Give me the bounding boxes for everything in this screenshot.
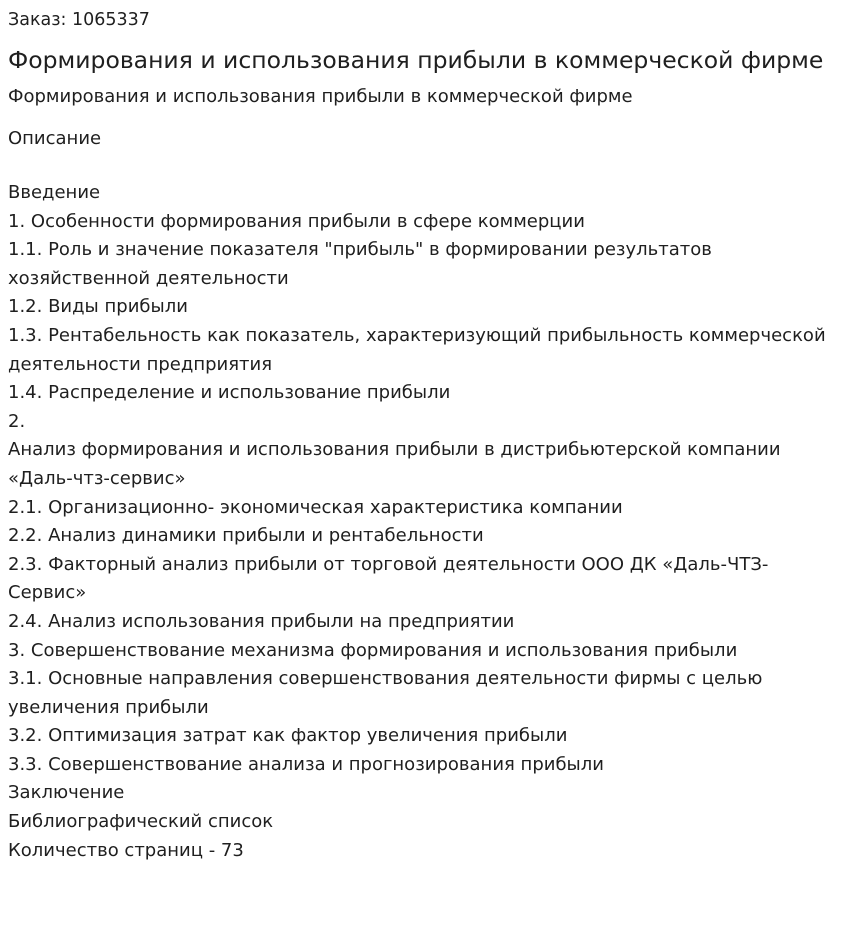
toc-line: 2.3. Факторный анализ прибыли от торговой деятельности ООО ДК «Даль-ЧТЗ-Сервис» — [8, 553, 769, 604]
toc-line: 2. — [8, 410, 26, 432]
toc-line: 1.3. Рентабельность как показатель, характеризующий прибыльность коммерческой деятельности предприятия — [8, 324, 826, 375]
toc-line: 3.3. Совершенствование анализа и прогнозирования прибыли — [8, 753, 604, 775]
toc-line: Введение — [8, 182, 101, 203]
toc-line: 3.2. Оптимизация затрат как фактор увеличения прибыли — [8, 725, 568, 747]
toc-line: 2.2. Анализ динамики прибыли и рентабельности — [8, 525, 484, 547]
toc-line: 1. Особенности формирования прибыли в сфере коммерции — [8, 210, 585, 232]
toc-line: Количество страниц - 73 — [8, 839, 244, 861]
toc-line: Анализ формирования и использования прибыли в дистрибьютерской компании «Даль-чтз-сервис» — [8, 439, 781, 489]
table-of-contents — [8, 179, 839, 865]
order-number: Заказ: 1065337 — [8, 10, 150, 30]
toc-line: 1.2. Виды прибыли — [8, 296, 188, 318]
toc-line: 1.4. Распределение и использование прибыли — [8, 382, 451, 404]
toc-line: 3. Совершенствование механизма формирования и использования прибыли — [8, 639, 738, 661]
toc-line: 3.1. Основные направления совершенствования деятельности фирмы с целью увеличения прибыли — [8, 668, 763, 718]
toc-line: 2.4. Анализ использования прибыли на предприятии — [8, 610, 515, 632]
toc-line: 1.1. Роль и значение показателя "прибыль" в формировании результатов хозяйственной деятельности — [8, 239, 712, 289]
page-title: Формирования и использования прибыли в коммерческой фирме — [8, 46, 824, 74]
description-label: Описание — [8, 128, 102, 149]
toc-line: 2.1. Организационно- экономическая характеристика компании — [8, 496, 623, 518]
toc-line: Библиографический список — [8, 811, 274, 833]
page-subtitle: Формирования и использования прибыли в коммерческой фирме — [8, 86, 633, 107]
toc-line: Заключение — [8, 782, 125, 804]
